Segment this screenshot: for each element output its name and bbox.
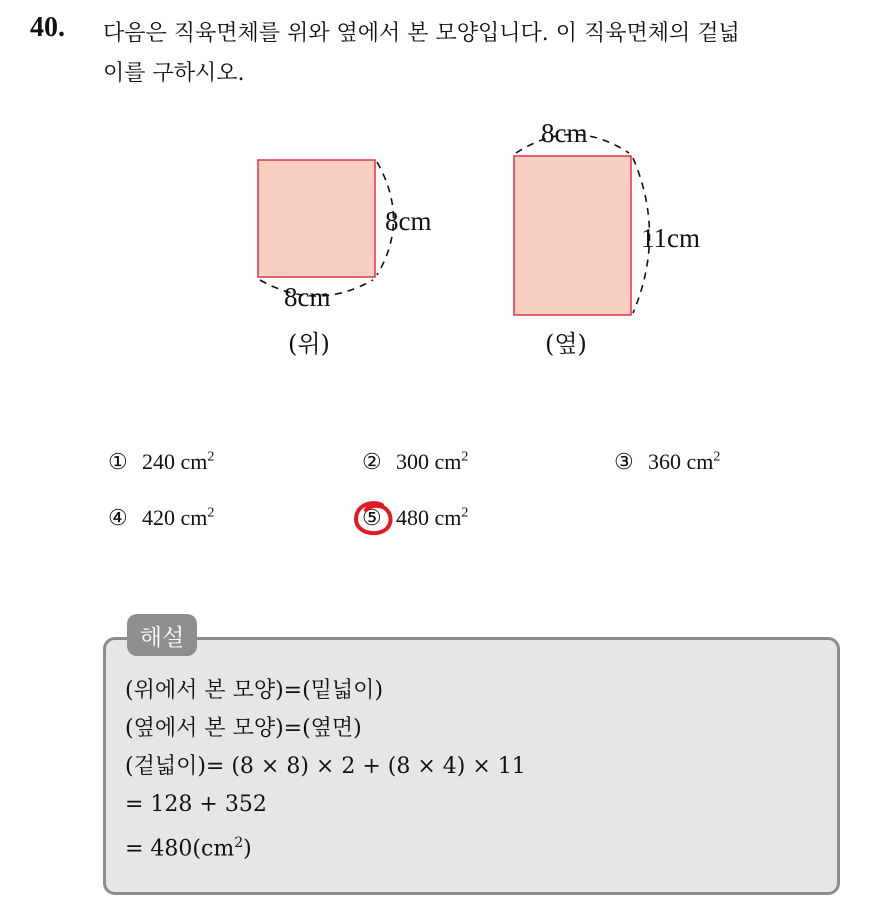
question-text: 다음은 직육면체를 위와 옆에서 본 모양입니다. 이 직육면체의 겉넓 이를 구하시오. <box>103 21 740 86</box>
choice-exponent: 2 <box>713 449 721 465</box>
choice-unit: cm <box>434 449 462 474</box>
side-view-height-label: 11cm <box>641 223 700 253</box>
final-exponent: 2 <box>234 835 244 851</box>
solution-line: (위에서 본 모양)=(밑넓이) <box>125 678 384 703</box>
solution-final-line <box>125 824 526 862</box>
solution-lines <box>125 672 526 862</box>
top-view-caption: (위) <box>288 330 330 358</box>
choice-exponent: 2 <box>207 505 215 521</box>
choice-number: ④ <box>108 505 128 530</box>
answer-circle-mark <box>352 499 396 539</box>
choice-number: ③ <box>614 449 634 474</box>
choice-unit: cm <box>434 505 462 530</box>
final-suffix: ) <box>243 836 252 862</box>
choice-value: 360 <box>648 449 681 474</box>
final-prefix: = 480( <box>125 836 202 862</box>
choice-value: 420 <box>142 505 175 530</box>
choice-unit: cm <box>180 505 208 530</box>
choice-1[interactable] <box>108 449 214 475</box>
choice-number: ⑤ <box>362 505 382 530</box>
choice-4[interactable] <box>108 505 214 531</box>
rectangle-views-figure <box>0 0 884 420</box>
choice-exponent: 2 <box>461 449 469 465</box>
choice-unit: cm <box>686 449 714 474</box>
final-unit: cm <box>201 836 235 862</box>
side-view-rect <box>514 156 631 315</box>
choice-value: 480 <box>396 505 429 530</box>
top-view-width-label: 8cm <box>284 282 331 312</box>
choice-number: ① <box>108 449 128 474</box>
top-view-height-label: 8cm <box>385 206 432 236</box>
solution-line: (겉넓이)= (8 × 8) × 2 + (8 × 4) × 11 <box>125 754 526 779</box>
solution-tab: 해설 <box>127 614 197 656</box>
choice-3[interactable] <box>614 449 720 475</box>
choice-2[interactable] <box>362 449 468 475</box>
solution-line: = 128 + 352 <box>125 792 267 817</box>
choice-exponent: 2 <box>461 505 469 521</box>
question-number: 40. <box>30 12 65 43</box>
solution-line: (옆에서 본 모양)=(옆면) <box>125 716 362 741</box>
top-view-rect <box>258 160 375 277</box>
choice-value: 240 <box>142 449 175 474</box>
side-view-caption: (옆) <box>545 330 587 358</box>
choice-value: 300 <box>396 449 429 474</box>
choice-unit: cm <box>180 449 208 474</box>
side-view-width-label: 8cm <box>541 118 588 148</box>
choice-exponent: 2 <box>207 449 215 465</box>
choice-number: ② <box>362 449 382 474</box>
